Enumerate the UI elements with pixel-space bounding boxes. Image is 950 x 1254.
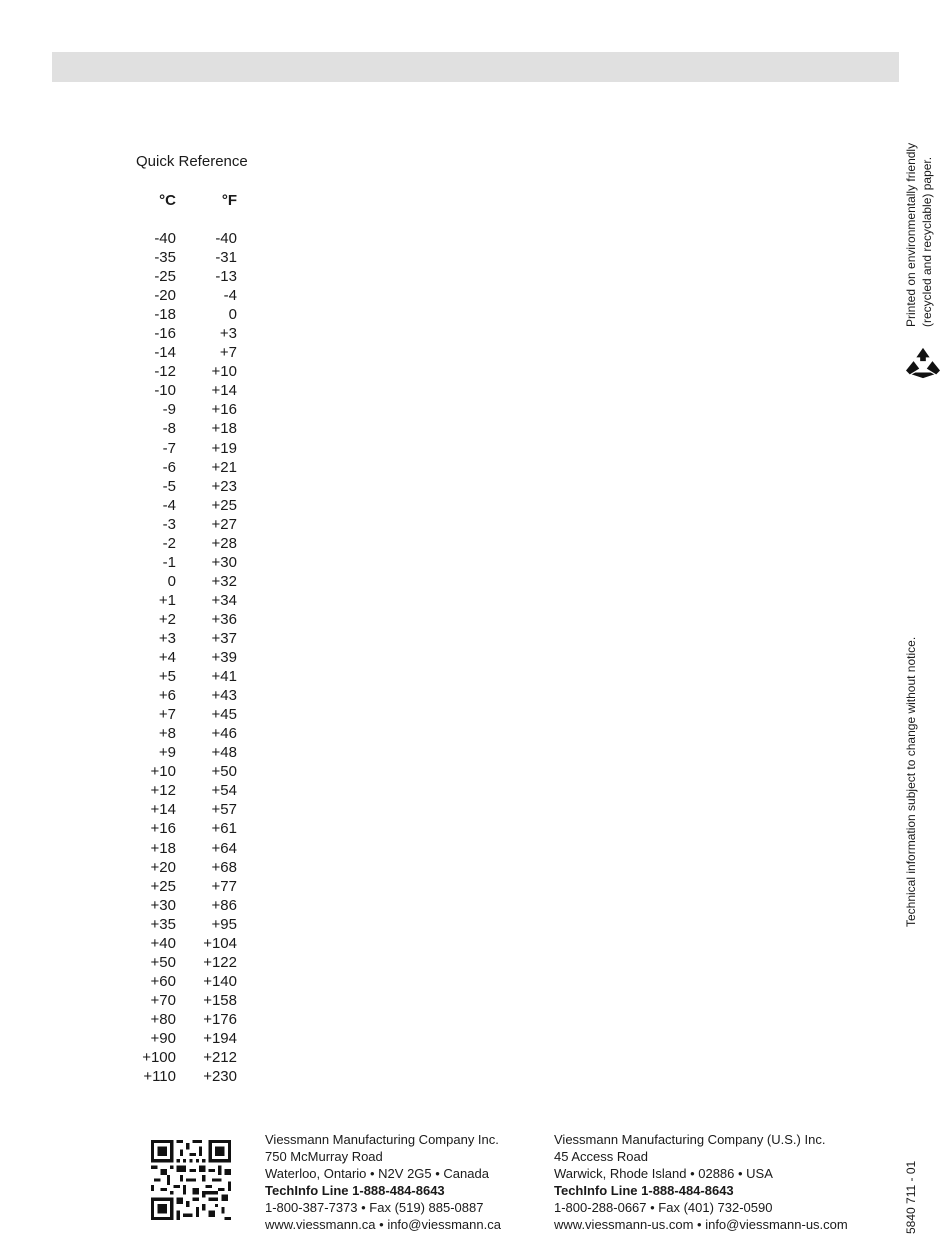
fahrenheit-value: +32 — [211, 572, 237, 590]
fahrenheit-value: +122 — [203, 953, 237, 971]
fahrenheit-value: +34 — [211, 591, 237, 609]
celsius-value: +14 — [150, 801, 176, 819]
table-row — [116, 915, 237, 934]
table-row — [116, 458, 237, 477]
table-row — [116, 362, 237, 381]
fahrenheit-value: +46 — [211, 725, 237, 743]
fahrenheit-value: +57 — [211, 801, 237, 819]
phone-fax-us: 1-800-288-0667 • Fax (401) 732-0590 — [554, 1200, 773, 1215]
fahrenheit-value: +176 — [203, 1010, 237, 1028]
celsius-value: -40 — [154, 230, 176, 247]
table-row — [116, 1010, 237, 1029]
phone-fax-ca: 1-800-387-7373 • Fax (519) 885-0887 — [265, 1200, 484, 1215]
fahrenheit-value: +10 — [211, 363, 237, 381]
fahrenheit-value: +104 — [203, 934, 237, 952]
table-row — [116, 705, 237, 724]
table-row — [116, 324, 237, 343]
celsius-value: +8 — [158, 725, 176, 743]
fahrenheit-value: +39 — [211, 649, 237, 667]
fahrenheit-value: -13 — [215, 268, 237, 286]
street-ca: 750 McMurray Road — [265, 1149, 383, 1164]
celsius-value: -4 — [162, 496, 176, 514]
fahrenheit-value: +7 — [219, 344, 237, 362]
fahrenheit-value: 0 — [228, 306, 237, 324]
table-row — [116, 305, 237, 324]
celsius-value: +7 — [158, 706, 176, 724]
address-canada — [265, 1131, 525, 1233]
table-row — [116, 781, 237, 800]
table-row — [116, 896, 237, 915]
fahrenheit-value: +30 — [211, 553, 237, 571]
table-row — [116, 286, 237, 305]
fahrenheit-value: -4 — [223, 287, 237, 305]
city-us: Warwick, Rhode Island • 02886 • USA — [554, 1166, 773, 1181]
techinfo-ca: TechInfo Line 1-888-484-8643 — [265, 1183, 445, 1198]
celsius-value: +80 — [150, 1010, 176, 1028]
celsius-value: +10 — [150, 763, 176, 781]
celsius-value: -25 — [154, 268, 176, 286]
celsius-value: +60 — [150, 972, 176, 990]
celsius-value: +40 — [150, 934, 176, 952]
fahrenheit-value: +140 — [203, 972, 237, 990]
celsius-value: +5 — [158, 668, 176, 686]
celsius-value: +2 — [158, 610, 176, 628]
fahrenheit-value: +64 — [211, 839, 237, 857]
celsius-value: +4 — [158, 649, 176, 667]
fahrenheit-value: +28 — [211, 534, 237, 552]
fahrenheit-value: +23 — [211, 477, 237, 495]
table-row — [116, 743, 237, 762]
fahrenheit-value: +45 — [211, 706, 237, 724]
celsius-value: +50 — [150, 953, 176, 971]
celsius-value: +110 — [143, 1068, 176, 1086]
table-row — [116, 477, 237, 496]
table-row — [116, 248, 237, 267]
table-row — [116, 343, 237, 362]
table-row — [116, 1048, 237, 1067]
fahrenheit-value: +77 — [211, 877, 237, 895]
celsius-value: +9 — [158, 744, 176, 762]
fahrenheit-value: +37 — [211, 629, 237, 647]
fahrenheit-value: +43 — [211, 687, 237, 705]
street-us: 45 Access Road — [554, 1149, 648, 1164]
env-note-line2: (recycled and recyclable) paper. — [920, 156, 934, 327]
fahrenheit-value: +41 — [211, 668, 237, 686]
celsius-value: +16 — [150, 820, 176, 838]
fahrenheit-value: +158 — [203, 991, 237, 1009]
table-row — [116, 591, 237, 610]
celsius-value: +6 — [158, 687, 176, 705]
techinfo-us: TechInfo Line 1-888-484-8643 — [554, 1183, 734, 1198]
celsius-value: -20 — [154, 287, 176, 305]
celsius-value: +70 — [150, 991, 176, 1009]
celsius-value: -10 — [154, 382, 176, 400]
table-row — [116, 648, 237, 667]
table-row — [116, 419, 237, 438]
fahrenheit-value: +19 — [211, 439, 237, 457]
table-row — [116, 800, 237, 819]
fahrenheit-value: +50 — [211, 763, 237, 781]
table-row — [116, 1067, 237, 1086]
table-row — [116, 572, 237, 591]
company-name-us: Viessmann Manufacturing Company (U.S.) Inc. — [554, 1132, 826, 1147]
fahrenheit-value: +36 — [211, 610, 237, 628]
table-row — [116, 934, 237, 953]
company-name-ca: Viessmann Manufacturing Company Inc. — [265, 1132, 499, 1147]
fahrenheit-value: +230 — [203, 1068, 237, 1086]
celsius-value: +35 — [150, 915, 176, 933]
tech-notice: Technical information subject to change without notice. — [904, 636, 918, 927]
document-number: 5840 711 - 01 — [904, 1160, 918, 1234]
qr-code[interactable] — [151, 1140, 231, 1220]
table-row — [116, 629, 237, 648]
celsius-value: -5 — [162, 477, 176, 495]
celsius-value: +25 — [150, 877, 176, 895]
celsius-value: +3 — [158, 629, 176, 647]
conversion-table — [116, 229, 237, 1086]
fahrenheit-value: +21 — [211, 458, 237, 476]
fahrenheit-value: +212 — [203, 1049, 237, 1067]
celsius-value: +100 — [142, 1049, 176, 1067]
table-row — [116, 858, 237, 877]
fahrenheit-value: +14 — [211, 382, 237, 400]
table-row — [116, 953, 237, 972]
table-row — [116, 686, 237, 705]
quick-reference-title: Quick Reference — [136, 153, 248, 170]
table-row — [116, 610, 237, 629]
table-row — [116, 534, 237, 553]
table-row — [116, 667, 237, 686]
celsius-value: +18 — [150, 839, 176, 857]
celsius-value: -3 — [162, 515, 176, 533]
table-row — [116, 381, 237, 400]
fahrenheit-value: +16 — [211, 401, 237, 419]
web-email-us[interactable]: www.viessmann-us.com • info@viessmann-us.com — [554, 1217, 848, 1232]
table-row — [116, 515, 237, 534]
address-us — [554, 1131, 876, 1233]
table-row — [116, 496, 237, 515]
web-email-ca[interactable]: www.viessmann.ca • info@viessmann.ca — [265, 1217, 501, 1232]
celsius-value: +90 — [150, 1029, 176, 1047]
celsius-value: -12 — [154, 363, 176, 381]
fahrenheit-value: +3 — [219, 325, 237, 343]
city-ca: Waterloo, Ontario • N2V 2G5 • Canada — [265, 1166, 489, 1181]
env-note-line1: Printed on environmentally friendly — [904, 142, 918, 327]
celsius-value: +20 — [150, 858, 176, 876]
celsius-value: -14 — [154, 344, 176, 362]
table-row — [116, 229, 237, 248]
table-row — [116, 553, 237, 572]
table-row — [116, 724, 237, 743]
header-band — [52, 52, 899, 82]
celsius-value: -8 — [162, 420, 176, 438]
table-row — [116, 839, 237, 858]
fahrenheit-value: +27 — [211, 515, 237, 533]
table-row — [116, 972, 237, 991]
fahrenheit-value: +95 — [211, 915, 237, 933]
fahrenheit-header: °F — [221, 192, 237, 209]
fahrenheit-value: +18 — [211, 420, 237, 438]
celsius-value: -35 — [154, 249, 176, 267]
celsius-value: -1 — [162, 553, 176, 571]
table-row — [116, 1029, 237, 1048]
celsius-value: -2 — [162, 534, 176, 552]
fahrenheit-value: +86 — [211, 896, 237, 914]
table-row — [116, 991, 237, 1010]
table-row — [116, 400, 237, 419]
fahrenheit-value: +54 — [211, 782, 237, 800]
fahrenheit-value: +48 — [211, 744, 237, 762]
table-row — [116, 877, 237, 896]
recycle-icon — [904, 346, 942, 380]
fahrenheit-value: -40 — [215, 230, 237, 247]
celsius-value: +12 — [150, 782, 176, 800]
fahrenheit-value: +25 — [211, 496, 237, 514]
table-row — [116, 762, 237, 781]
table-row — [116, 439, 237, 458]
table-row — [116, 267, 237, 286]
fahrenheit-value: +194 — [203, 1029, 237, 1047]
celsius-value: 0 — [167, 572, 176, 590]
fahrenheit-value: +61 — [211, 820, 237, 838]
table-row — [116, 819, 237, 838]
celsius-value: +30 — [150, 896, 176, 914]
celsius-value: -6 — [162, 458, 176, 476]
celsius-value: -16 — [154, 325, 176, 343]
fahrenheit-value: +68 — [211, 858, 237, 876]
celsius-header: °C — [159, 192, 176, 209]
fahrenheit-value: -31 — [215, 249, 237, 267]
celsius-value: -7 — [162, 439, 176, 457]
celsius-value: +1 — [158, 591, 176, 609]
celsius-value: -9 — [162, 401, 176, 419]
celsius-value: -18 — [154, 306, 176, 324]
